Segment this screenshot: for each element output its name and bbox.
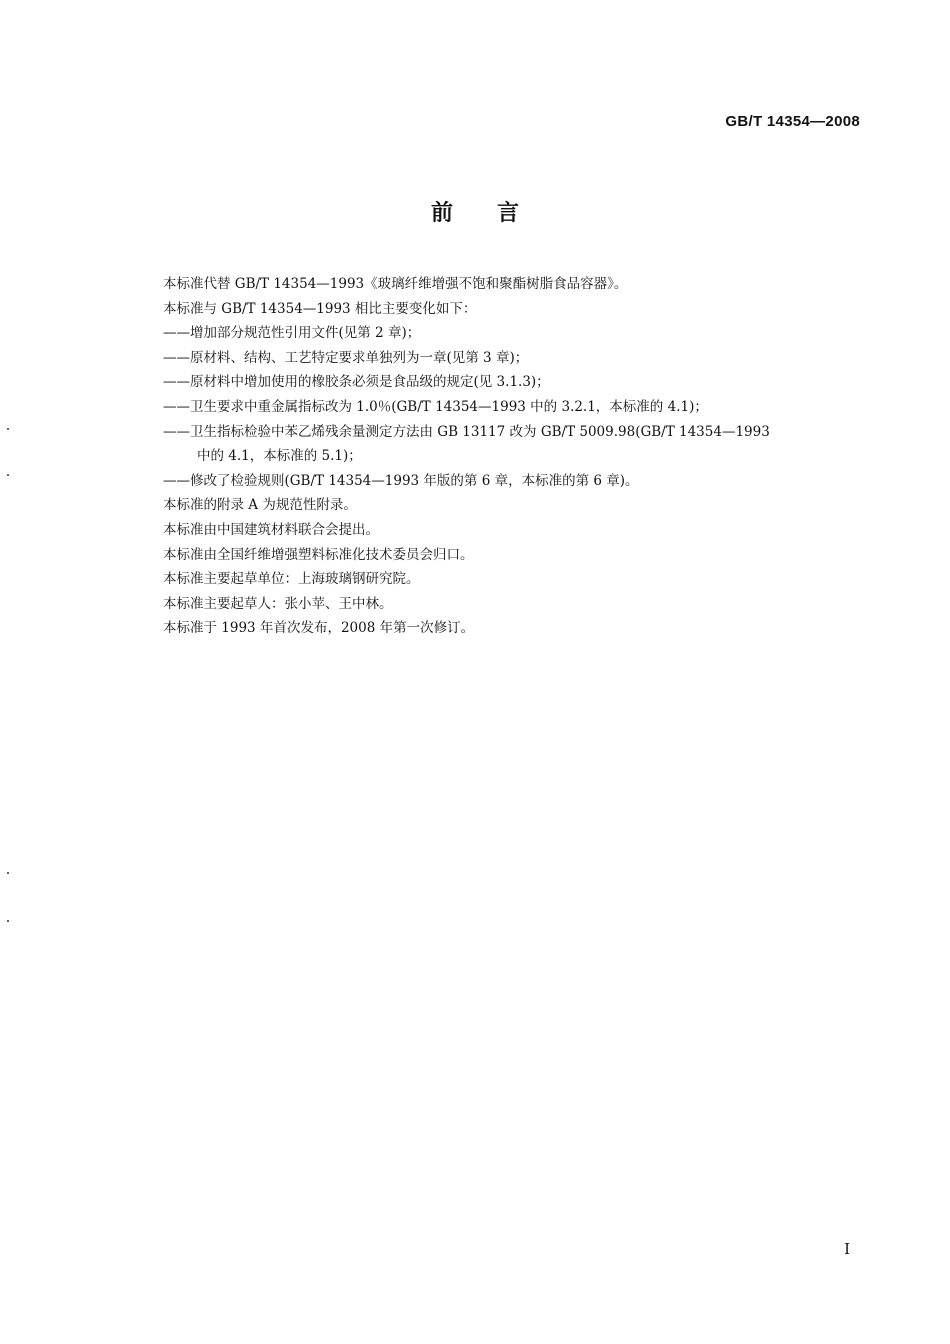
paragraph-drafting-unit: 本标准主要起草单位：上海玻璃钢研究院。 <box>163 571 420 588</box>
paragraph-drafters: 本标准主要起草人：张小苹、王中林。 <box>163 595 393 612</box>
scan-speck <box>7 872 9 874</box>
list-item-change-1: ——增加部分规范性引用文件(见第 2 章)； <box>163 325 421 342</box>
document-code: GB/T 14354—2008 <box>725 113 860 130</box>
paragraph-changes-intro: 本标准与 GB/T 14354—1993 相比主要变化如下： <box>163 300 477 317</box>
paragraph-under-jurisdiction: 本标准由全国纤维增强塑料标准化技术委员会归口。 <box>163 546 474 563</box>
list-item-change-5-continued: 中的 4.1，本标准的 5.1)； <box>197 448 362 465</box>
list-item-change-3: ——原材料中增加使用的橡胶条必须是食品级的规定(见 3.1.3)； <box>163 374 550 391</box>
scan-speck <box>7 920 9 922</box>
page-number: I <box>844 1240 850 1258</box>
scan-speck <box>7 428 9 430</box>
paragraph-replaces: 本标准代替 GB/T 14354—1993《玻璃纤维增强不饱和聚酯树脂食品容器》。 <box>163 276 628 292</box>
list-item-change-2: ——原材料、结构、工艺特定要求单独列为一章(见第 3 章)； <box>163 349 529 366</box>
page-title: 前言 <box>430 201 563 226</box>
paragraph-proposed-by: 本标准由中国建筑材料联合会提出。 <box>163 521 379 538</box>
scan-speck <box>7 474 9 476</box>
preface-body <box>163 272 863 641</box>
list-item-change-4: ——卫生要求中重金属指标改为 1.0％(GB/T 14354—1993 中的 3.2.1，本标准的 4.1)； <box>163 398 708 415</box>
list-item-change-5: ——卫生指标检验中苯乙烯残余量测定方法由 GB 13117 改为 GB/T 5009.98(GB/T 14354—1993 <box>163 423 770 440</box>
list-item-change-6: ——修改了检验规则(GB/T 14354—1993 年版的第 6 章，本标准的第 6 章)。 <box>163 472 639 489</box>
paragraph-annex: 本标准的附录 A 为规范性附录。 <box>163 497 357 514</box>
paragraph-history: 本标准于 1993 年首次发布，2008 年第一次修订。 <box>163 620 475 637</box>
